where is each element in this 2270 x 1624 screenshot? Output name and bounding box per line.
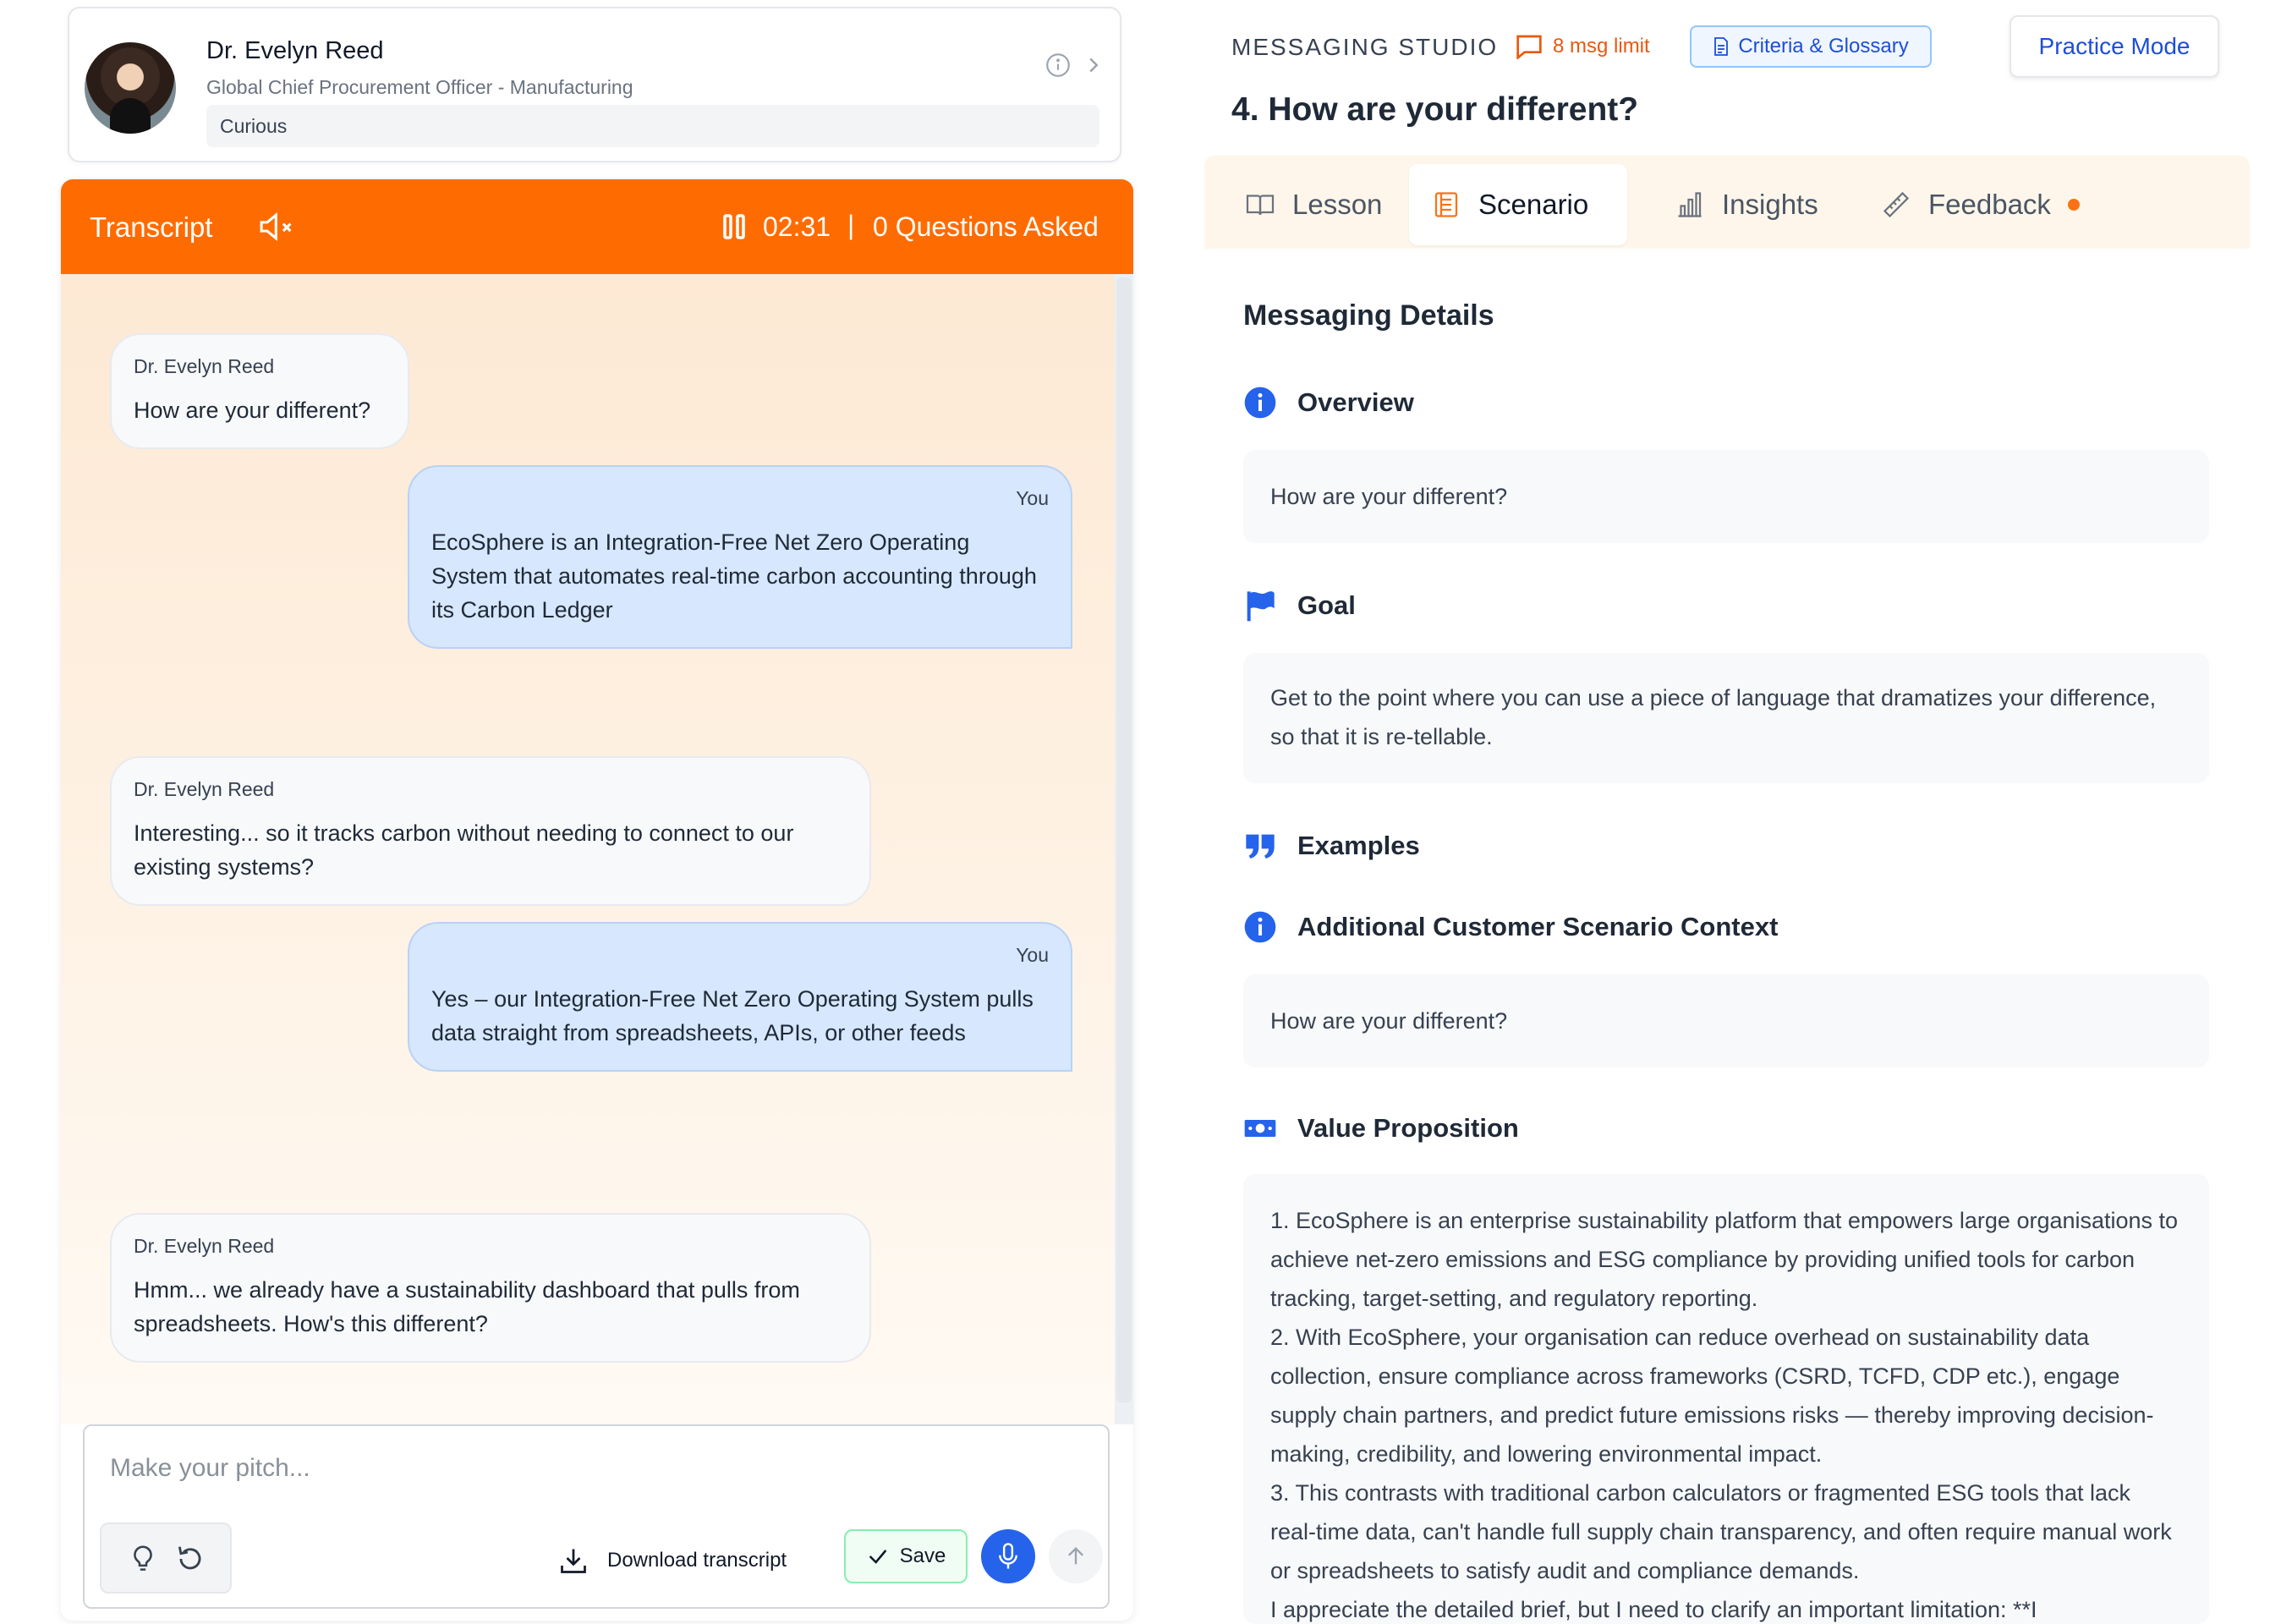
check-icon <box>866 1544 890 1568</box>
message-text: Interesting... so it tracks carbon without needing to connect to our existing systems? <box>134 820 794 880</box>
tab-label: Scenario <box>1478 189 1589 220</box>
bar-chart-icon <box>1675 189 1705 220</box>
microphone-icon <box>995 1542 1021 1571</box>
message-text: Hmm... we already have a sustainability dashboard that pulls from spreadsheets. How's this different? <box>134 1277 800 1336</box>
reset-icon[interactable] <box>174 1543 206 1575</box>
message-limit-badge <box>1516 34 1650 59</box>
download-transcript-label: Download transcript <box>607 1549 787 1572</box>
page-title: 4. How are your different? <box>1231 91 1639 128</box>
download-icon <box>558 1544 589 1577</box>
message-sender: Dr. Evelyn Reed <box>134 1235 275 1257</box>
value-proposition-heading <box>1243 1111 1519 1145</box>
value-proposition-line: 1. EcoSphere is an enterprise sustainability platform that empowers large organisations to achieve net-zero emissions and ESG compliance by providing unified tools for carbon tracking, target-setting, and regulatory reporting. <box>1270 1208 2179 1311</box>
composer-tools <box>100 1522 232 1594</box>
studio-label: MESSAGING STUDIO <box>1231 34 1499 60</box>
overview-heading <box>1243 386 1414 420</box>
chat-panel <box>61 179 1133 1621</box>
session-timer: 02:31 <box>763 211 831 242</box>
message-bubble-persona <box>110 1213 871 1363</box>
section-heading-text: Additional Customer Scenario Context <box>1297 912 1779 941</box>
lightbulb-icon[interactable] <box>127 1543 159 1575</box>
message-limit-label: 8 msg limit <box>1553 35 1650 58</box>
persona-card[interactable] <box>68 7 1121 162</box>
download-transcript-button[interactable] <box>558 1544 787 1577</box>
pitch-composer <box>83 1424 1110 1609</box>
info-icon <box>1243 910 1277 944</box>
tab-lesson[interactable] <box>1223 164 1404 245</box>
practice-mode-button[interactable]: Practice Mode <box>2010 15 2219 78</box>
criteria-glossary-button[interactable] <box>1690 25 1932 68</box>
pitch-input[interactable] <box>110 1450 1083 1487</box>
arrow-up-icon <box>1064 1544 1088 1568</box>
examples-heading <box>1243 829 1420 863</box>
criteria-glossary-label: Criteria & Glossary <box>1738 35 1909 58</box>
info-icon <box>1243 386 1277 420</box>
message-bubble-user <box>408 922 1072 1072</box>
message-bubble-user <box>408 465 1072 649</box>
section-heading-text: Overview <box>1297 387 1414 417</box>
section-heading-text: Goal <box>1297 590 1356 620</box>
feedback-notification-dot <box>2068 199 2080 211</box>
value-proposition-content <box>1243 1174 2209 1624</box>
message-bubble-persona <box>110 756 871 906</box>
message-text: How are your different? <box>134 398 371 423</box>
avatar <box>85 42 176 134</box>
tab-bar <box>1204 156 2250 249</box>
pause-icon[interactable] <box>722 213 746 240</box>
value-proposition-line: 3. This contrasts with traditional carbon calculators or fragmented ESG tools that lack real-time data, can't handle full supply chain transparency, and often require manual work or spreadsheets to satisfy audit and compliance demands. <box>1270 1480 2172 1583</box>
document-icon <box>1431 189 1461 220</box>
info-icon[interactable] <box>1044 51 1072 80</box>
message-sender: Dr. Evelyn Reed <box>134 778 275 800</box>
document-icon <box>1713 36 1730 57</box>
message-sender: You <box>1016 487 1049 509</box>
message-sender: You <box>1016 944 1049 966</box>
goal-heading <box>1243 589 1356 623</box>
questions-asked-count: 0 Questions Asked <box>873 211 1099 242</box>
section-heading-text: Value Proposition <box>1297 1113 1519 1143</box>
tab-label: Insights <box>1722 189 1818 220</box>
overview-content: How are your different? <box>1243 450 2209 543</box>
message-text: Yes – our Integration-Free Net Zero Operating System pulls data straight from spreadsheets, APIs, or other feeds <box>431 986 1034 1045</box>
scrollbar-track[interactable] <box>1115 274 1133 1424</box>
microphone-button[interactable] <box>981 1529 1035 1583</box>
messaging-details-title: Messaging Details <box>1243 299 1494 332</box>
save-button[interactable] <box>844 1529 968 1583</box>
message-text: EcoSphere is an Integration-Free Net Zero Operating System that automates real-time carbon accounting through its Carbon Ledger <box>431 529 1037 623</box>
scrollbar-thumb[interactable] <box>1116 277 1132 1402</box>
header-separator: | <box>847 210 855 240</box>
transcript-header <box>61 179 1133 274</box>
goal-content: Get to the point where you can use a piece of language that dramatizes your difference, so that it is re-tellable. <box>1243 653 2209 783</box>
section-heading-text: Examples <box>1297 831 1420 860</box>
message-sender: Dr. Evelyn Reed <box>134 355 275 377</box>
tab-insights[interactable] <box>1653 164 1840 245</box>
quote-icon <box>1243 829 1277 863</box>
tab-scenario[interactable] <box>1409 164 1627 245</box>
persona-title: Global Chief Procurement Officer - Manufacturing <box>206 76 633 98</box>
transcript-title: Transcript <box>90 211 213 243</box>
tab-label: Feedback <box>1928 189 2051 220</box>
tab-label: Lesson <box>1292 189 1383 220</box>
message-bubble-persona <box>110 333 409 449</box>
context-heading <box>1243 910 1778 944</box>
persona-name: Dr. Evelyn Reed <box>206 37 384 64</box>
chevron-right-icon[interactable] <box>1081 52 1106 78</box>
value-proposition-line: 2. With EcoSphere, your organisation can reduce overhead on sustainability data collection, ensure compliance across frameworks (CSRD, TCFD, CDP etc.), engage supply chain partners, and predict future emissions risks — thereby improving decision-making, credibility, and lowering environmental impact. <box>1270 1325 2154 1467</box>
flag-icon <box>1243 589 1277 623</box>
book-icon <box>1245 189 1275 220</box>
send-button[interactable] <box>1049 1529 1103 1583</box>
context-content: How are your different? <box>1243 974 2209 1067</box>
speaker-muted-icon[interactable] <box>257 208 298 245</box>
ruler-icon <box>1881 189 1911 220</box>
save-label: Save <box>899 1544 946 1567</box>
message-list[interactable] <box>61 274 1133 1424</box>
message-icon <box>1516 34 1543 59</box>
tab-feedback[interactable] <box>1859 164 2102 245</box>
value-proposition-line: I appreciate the detailed brief, but I need to clarify an important limitation: **I <box>1270 1597 2037 1622</box>
persona-mood-badge: Curious <box>206 105 1099 147</box>
money-icon <box>1243 1111 1277 1145</box>
